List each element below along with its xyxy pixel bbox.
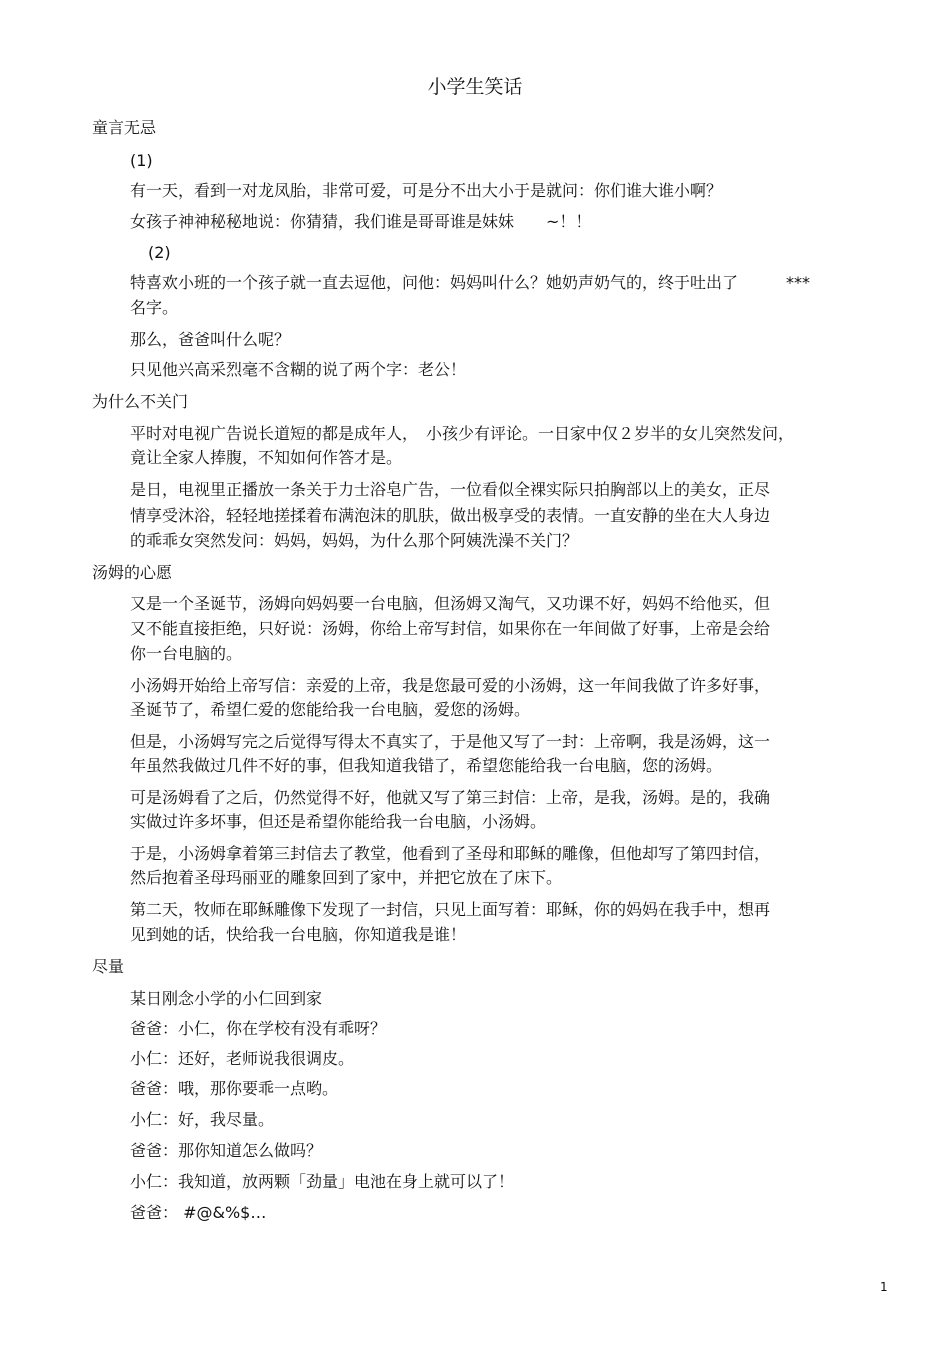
paragraph-line: 实做过许多坏事，但还是希望你能给我一台电脑，小汤姆。 bbox=[130, 812, 547, 831]
section-heading: 为什么不关门 bbox=[92, 392, 189, 411]
paragraph-line: 于是，小汤姆拿着第三封信去了教堂，他看到了圣母和耶稣的雕像，但他却写了第四封信， bbox=[130, 844, 771, 863]
paragraph-line: 然后抱着圣母玛丽亚的雕象回到了家中，并把它放在了床下。 bbox=[130, 868, 563, 887]
paragraph-line: 爸爸：那你知道怎么做吗？ bbox=[130, 1141, 323, 1160]
paragraph-line: 你一台电脑的。 bbox=[130, 644, 243, 663]
paragraph-line: (1) bbox=[130, 151, 153, 170]
paragraph-line: 特喜欢小班的一个孩子就一直去逗他，问他：妈妈叫什么？她奶声奶气的，终于吐出了 *** bbox=[130, 273, 811, 292]
paragraph-line: 小仁：还好，老师说我很调皮。 bbox=[130, 1049, 355, 1068]
paragraph-line: 可是汤姆看了之后，仍然觉得不好，他就又写了第三封信：上帝，是我，汤姆。是的，我确 bbox=[130, 788, 771, 807]
paragraph-line: 竟让全家人捧腹，不知如何作答才是。 bbox=[130, 448, 403, 467]
paragraph-line: 名字。 bbox=[130, 298, 179, 317]
paragraph-line: 那么，爸爸叫什么呢？ bbox=[130, 330, 291, 349]
paragraph-line: 是日，电视里正播放一条关于力士浴皂广告，一位看似全裸实际只拍胸部以上的美女，正尽 bbox=[130, 480, 771, 499]
page-number: 1 bbox=[880, 1280, 888, 1294]
paragraph-line: 小仁：好，我尽量。 bbox=[130, 1110, 275, 1129]
paragraph-line: 的乖乖女突然发问：妈妈，妈妈，为什么那个阿姨洗澡不关门？ bbox=[130, 531, 579, 550]
paragraph-line: 女孩子神神秘秘地说：你猜猜，我们谁是哥哥谁是妹妹 ~！！ bbox=[130, 212, 592, 231]
paragraph-line: 圣诞节了，希望仁爱的您能给我一台电脑，爱您的汤姆。 bbox=[130, 700, 531, 719]
section-heading: 汤姆的心愿 bbox=[92, 563, 173, 582]
paragraph-line: 但是，小汤姆写完之后觉得写得太不真实了，于是他又写了一封：上帝啊，我是汤姆，这一 bbox=[130, 732, 771, 751]
paragraph-line: 情享受沐浴，轻轻地搓揉着布满泡沫的肌肤，做出极享受的表情。一直安静的坐在大人身边 bbox=[130, 506, 771, 525]
paragraph-line: 小仁：我知道，放两颗「劲量」电池在身上就可以了！ bbox=[130, 1172, 515, 1191]
paragraph-line: 只见他兴高采烈毫不含糊的说了两个字：老公！ bbox=[130, 360, 467, 379]
paragraph-line: 又不能直接拒绝，只好说：汤姆，你给上帝写封信，如果你在一年间做了好事，上帝是会给 bbox=[130, 619, 771, 638]
paragraph-line: 见到她的话，快给我一台电脑，你知道我是谁！ bbox=[130, 925, 467, 944]
section-heading: 童言无忌 bbox=[92, 118, 157, 137]
paragraph-line: 爸爸： #@&%$… bbox=[130, 1203, 267, 1222]
paragraph-line: (2) bbox=[148, 243, 171, 262]
paragraph-line: 又是一个圣诞节，汤姆向妈妈要一台电脑，但汤姆又淘气，又功课不好，妈妈不给他买，但 bbox=[130, 594, 771, 613]
document-title: 小学生笑话 bbox=[427, 76, 523, 98]
paragraph-line: 第二天，牧师在耶稣雕像下发现了一封信，只见上面写着：耶稣，你的妈妈在我手中，想再 bbox=[130, 900, 771, 919]
paragraph-line: 小汤姆开始给上帝写信：亲爱的上帝，我是您最可爱的小汤姆，这一年间我做了许多好事， bbox=[130, 676, 771, 695]
paragraph-line: 平时对电视广告说长道短的都是成年人， 小孩少有评论。一日家中仅２岁半的女儿突然发问， bbox=[130, 424, 795, 443]
paragraph-line: 爸爸：哦，那你要乖一点哟。 bbox=[130, 1079, 339, 1098]
paragraph-line: 爸爸：小仁，你在学校有没有乖呀？ bbox=[130, 1019, 387, 1038]
paragraph-line: 年虽然我做过几件不好的事，但我知道我错了，希望您能给我一台电脑，您的汤姆。 bbox=[130, 756, 723, 775]
paragraph-line: 某日刚念小学的小仁回到家 bbox=[130, 989, 323, 1008]
paragraph-line: 有一天，看到一对龙凤胎，非常可爱，可是分不出大小于是就问：你们谁大谁小啊？ bbox=[130, 181, 723, 200]
section-heading: 尽量 bbox=[92, 957, 125, 976]
